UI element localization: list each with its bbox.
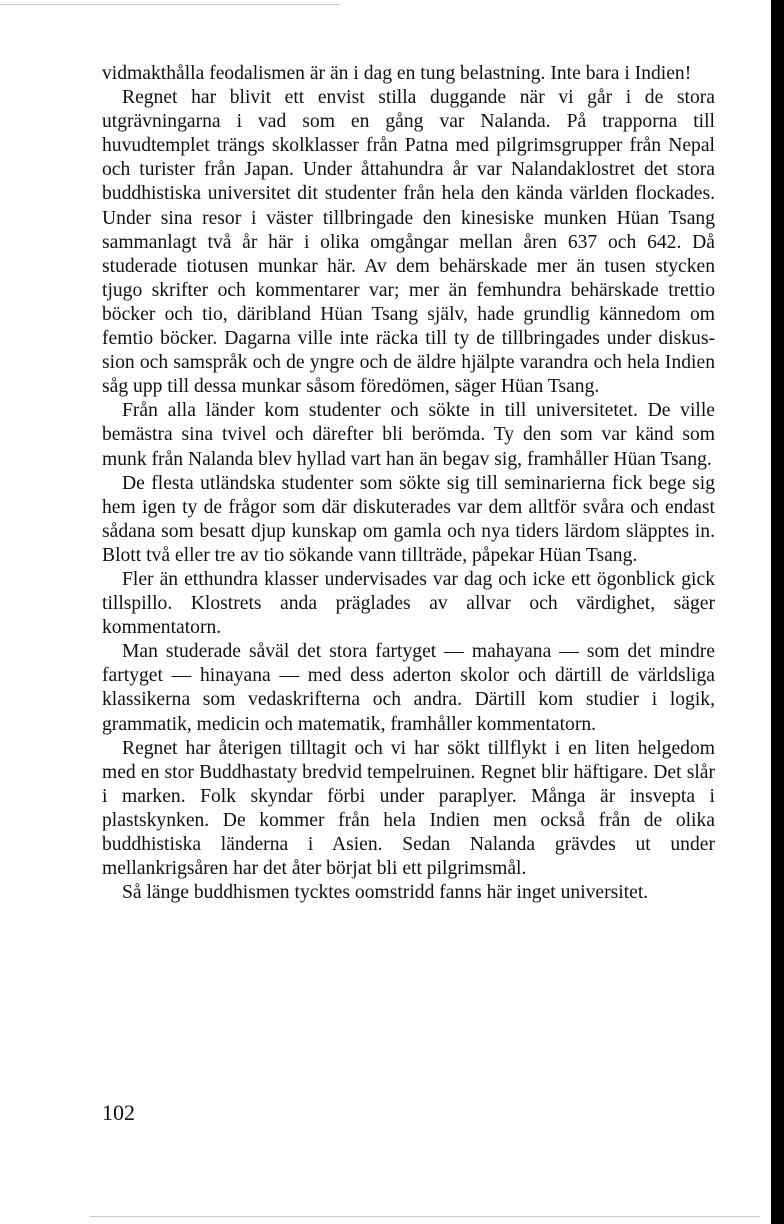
scan-right-edge (771, 0, 784, 1224)
paragraph-3: Från alla länder kom studenter och sökte in till universitetet. De ville bemästra sina tvivel och därefter bli berömda. Ty den som var känd som munk från Nalanda blev hyllad vart han än begav sig, framhåller Hüan Tsang. (102, 400, 715, 470)
paragraph-8: Så länge buddhismen tycktes oomstridd fanns här inget universitet. (122, 882, 649, 904)
top-edge-rule (0, 4, 340, 5)
body-text (102, 62, 715, 905)
paragraph-1: vidmakthålla feodalismen är än i dag en tung belastning. Inte bara i Indien! (102, 63, 692, 84)
paragraph-6: Man studerade såväl det stora fartyget — mahayana — som det mindre fartyget — hinayana — med dess aderton skolor och därtill de världsliga klassikerna som vedaskrifterna och andra. Därtill kom studier i logik, grammatik, medicin och matematik, framhåller kommentatorn. (102, 641, 715, 735)
page-number: 102 (102, 1100, 135, 1125)
paragraph-4: De flesta utländska studenter som sökte sig till seminarierna fick bege sig hem igen ty de frågor som där diskuterades var dem alltför svåra och endast sådana som besatt djup kunskap om gamla och nya tiders lärdom släpptes in. Blott två eller tre av tio sökande vann tillträde, påpekar Hüan Tsang. (102, 472, 715, 566)
paragraph-2: Regnet har blivit ett envist stilla duggande när vi går i de stora utgrävningarna i vad som en gång var Nalanda. På trapporna till huvudtemplet trängs skolklasser från Patna med pilgrimsgrupper från Nepal och turister från Japan. Under åttahundra år var Nalandaklostret det stora buddhistiska universitet dit studenter från hela den kända världen flockades. Under sina resor i väster tillbringade den kinesiske munken Hüan Tsang sammanlagt två år här i olika omgångar mellan åren 637 och 642. Då studerade tiotusen munkar här. Av dem behärskade mer än tusen stycken tjugo skrifter och kommentarer var; mer än femhundra behärskade trettio böcker och tio, däribland Hüan Tsang själv, hade grundlig kännedom om femtio böcker. Dagarna ville inte räcka till ty de tillbringades under diskussion och samspråk och de yngre och de äldre hjälpte varandra och hela Indien såg upp till dessa munkar såsom föredömen, säger Hüan Tsang. (102, 87, 715, 398)
bottom-edge-rule (90, 1216, 760, 1217)
paragraph-7: Regnet har återigen tilltagit och vi har sökt tillflykt i en liten helgedom med en stor Buddhastaty bredvid tempelruinen. Regnet blir häftigare. Det slår i marken. Folk skyndar förbi under paraplyer. Många är insvepta i plastskynken. De kommer från hela Indien men också från de olika buddhistiska länderna i Asien. Sedan Nalanda grävdes ut under mellankrigsåren har det åter börjat bli ett pilgrimsmål. (102, 737, 715, 880)
paragraph-5: Fler än etthundra klasser undervisades var dag och icke ett ögonblick gick tillspillo. Klostrets anda präglades av allvar och värdighet, säger kommentatorn. (102, 568, 715, 639)
